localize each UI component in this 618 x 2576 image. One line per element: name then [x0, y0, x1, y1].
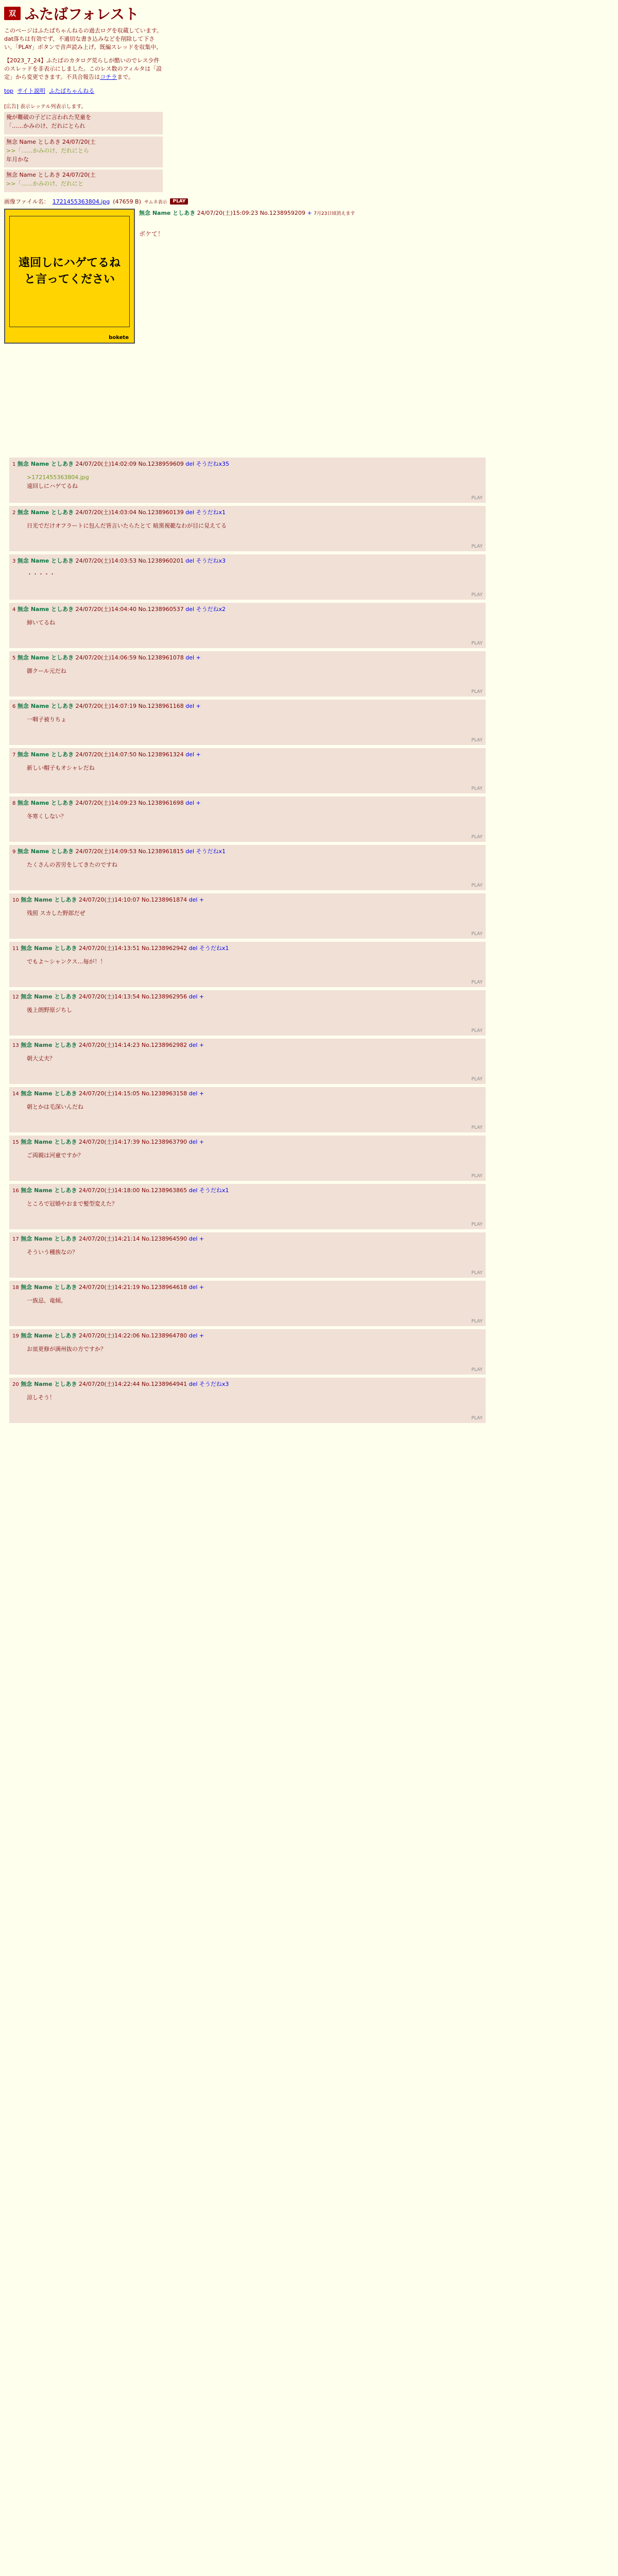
reply-post: [9, 845, 486, 890]
reply-name: 無念 Name としあき: [17, 557, 74, 564]
reply-date: 24/07/20(土)14:22:44: [78, 1381, 140, 1387]
site-header: [4, 3, 614, 24]
reply-index: 14: [12, 1091, 19, 1097]
reply-post: [9, 603, 486, 648]
reply-post: [9, 506, 486, 551]
reply-del[interactable]: del: [185, 751, 195, 758]
reply-index: 5: [12, 655, 16, 661]
reply-date: 24/07/20(土)14:07:19: [75, 703, 136, 709]
reply-date: 24/07/20(土)14:21:14: [78, 1235, 140, 1242]
reply-text: 新しい帽子もオシャレだね: [27, 765, 95, 771]
reply-play-button[interactable]: PLAY: [471, 1028, 483, 1033]
reply-post: [9, 748, 486, 793]
reply-number[interactable]: No.1238960139: [138, 509, 184, 516]
reply-sodane[interactable]: +: [199, 1042, 204, 1048]
reply-del[interactable]: del: [188, 993, 198, 1000]
reply-index: 19: [12, 1333, 19, 1339]
reply-index: 6: [12, 704, 16, 709]
reply-sodane[interactable]: +: [199, 1332, 204, 1339]
reply-index: 8: [12, 801, 16, 806]
reply-post: [9, 1281, 486, 1326]
reply-name: 無念 Name としあき: [17, 461, 74, 467]
reply-date: 24/07/20(土)14:03:53: [75, 557, 136, 564]
reply-date: 24/07/20(土)14:14:23: [78, 1042, 140, 1048]
reply-list: [0, 454, 486, 1423]
reply-text: 朝大丈夫？: [27, 1055, 55, 1062]
reply-index: 9: [12, 849, 16, 855]
op-thumbnail[interactable]: 遠回しにハゲてるね と言ってください bokete: [4, 209, 135, 344]
reply-play-button[interactable]: PLAY: [471, 1174, 483, 1179]
reply-index: 2: [12, 510, 16, 516]
reply-date: 24/07/20(土)14:04:40: [75, 606, 136, 613]
reply-number[interactable]: No.1238964618: [141, 1284, 187, 1291]
reply-play-button[interactable]: PLAY: [471, 1367, 483, 1372]
reply-name: 無念 Name としあき: [17, 703, 74, 709]
reply-index: 20: [12, 1382, 19, 1387]
reply-text: 遠回しにハゲてるね: [27, 483, 78, 489]
reply-del[interactable]: del: [188, 1381, 198, 1387]
reply-date: 24/07/20(土)14:06:59: [75, 654, 136, 661]
reply-del[interactable]: del: [185, 848, 195, 855]
reply-post: [9, 1329, 486, 1375]
reply-name: 無念 Name としあき: [17, 509, 74, 516]
reply-play-button[interactable]: PLAY: [471, 786, 483, 791]
top-links: [4, 87, 614, 95]
reply-date: 24/07/20(土)14:18:00: [78, 1187, 140, 1194]
reply-text: 残照 スカした野郎だぜ: [27, 910, 85, 917]
preview-item[interactable]: 無念 Name としあき 24/07/20(土 >>「……かみのけ、だれにとら 年月かな: [4, 137, 163, 167]
reply-del[interactable]: del: [188, 896, 198, 903]
reply-text: 涼しそう！: [27, 1394, 55, 1401]
op-file-size: (47659 B): [113, 198, 141, 205]
reply-number[interactable]: No.1238961168: [138, 703, 184, 709]
reply-number[interactable]: No.1238963790: [141, 1139, 187, 1145]
reply-text: 後上朗野原ジちし: [27, 1007, 72, 1013]
reply-del[interactable]: del: [188, 1139, 198, 1145]
reply-text: でもよ～シャンクス…毎が！！: [27, 958, 106, 965]
reply-index: 18: [12, 1285, 19, 1291]
reply-index: 10: [12, 897, 19, 903]
reply-name: 無念 Name としあき: [17, 800, 74, 806]
reply-play-button[interactable]: PLAY: [471, 980, 483, 985]
reply-index: 12: [12, 994, 19, 1000]
reply-name: 無念 Name としあき: [17, 606, 74, 613]
reply-text: 朝とかは毛深いんだね: [27, 1104, 83, 1110]
reply-post: [9, 990, 486, 1036]
reply-name: 無念 Name としあき: [21, 1187, 77, 1194]
reply-date: 24/07/20(土)14:13:54: [78, 993, 140, 1000]
reply-number[interactable]: No.1238960537: [138, 606, 184, 613]
reply-sodane[interactable]: そうだねx1: [196, 848, 226, 855]
reply-text: 御クール元だね: [27, 668, 66, 674]
reply-name: 無念 Name としあき: [21, 1235, 77, 1242]
reply-text: 冬寒くしない？: [27, 813, 66, 820]
reply-sodane[interactable]: そうだねx35: [196, 461, 230, 467]
reply-number[interactable]: No.1238961698: [138, 800, 184, 806]
reply-text: たくさんの苦労をしてきたのですね: [27, 861, 117, 868]
notice-paragraph-1: このページはふたばちゃんねるの過去ログを収蔵しています。dat落ちは有効でず、不適切な書き込みなどを削除して下さい。「PLAY」ボタンで音声読み上げ。既編スレッドを収集中。: [4, 27, 162, 50]
reply-number[interactable]: No.1238962942: [141, 945, 187, 952]
reply-play-button[interactable]: PLAY: [471, 835, 483, 840]
reply-del[interactable]: del: [188, 1187, 198, 1194]
reply-text: 一咽子被りちょ: [27, 716, 66, 723]
reply-date: 24/07/20(土)14:07:50: [75, 751, 136, 758]
reply-play-button[interactable]: PLAY: [471, 1077, 483, 1082]
reply-name: 無念 Name としあき: [17, 848, 74, 855]
site-notice: [4, 27, 164, 81]
reply-play-button[interactable]: PLAY: [471, 883, 483, 888]
op-number[interactable]: No.1238959209: [260, 210, 305, 216]
reply-number[interactable]: No.1238964780: [141, 1332, 187, 1339]
ad-header: [広告] 表示レッテル列表示します。: [4, 104, 87, 110]
reply-play-button[interactable]: PLAY: [471, 689, 483, 694]
reply-date: 24/07/20(土)14:22:06: [78, 1332, 140, 1339]
reply-number[interactable]: No.1238963158: [141, 1090, 187, 1097]
reply-sodane[interactable]: +: [199, 1235, 204, 1242]
op-date: 24/07/20(土)15:09:23: [197, 210, 259, 216]
reply-number[interactable]: No.1238960201: [138, 557, 184, 564]
reply-name: 無念 Name としあき: [21, 1284, 77, 1291]
reply-number[interactable]: No.1238961078: [138, 654, 184, 661]
site-logo-icon[interactable]: 双: [4, 7, 21, 20]
reply-sodane[interactable]: +: [199, 1090, 204, 1097]
reply-index: 17: [12, 1236, 19, 1242]
reply-date: 24/07/20(土)14:17:39: [78, 1139, 140, 1145]
reply-sodane[interactable]: そうだねx3: [199, 1381, 229, 1387]
reply-post: [9, 651, 486, 697]
reply-date: 24/07/20(土)14:02:09: [75, 461, 136, 467]
file-label: 画像ファイル名：: [4, 198, 49, 205]
op-name: 無念 Name としあき: [139, 210, 196, 216]
reply-date: 24/07/20(土)14:03:04: [75, 509, 136, 516]
reply-quote: >1721455363804.jpg: [27, 474, 89, 481]
reply-number[interactable]: No.1238961815: [138, 848, 184, 855]
reply-sodane[interactable]: +: [196, 654, 201, 661]
reply-sodane[interactable]: +: [199, 993, 204, 1000]
reply-sodane[interactable]: +: [199, 1139, 204, 1145]
reply-sodane[interactable]: +: [196, 703, 201, 709]
site-about-link[interactable]: サイト説明: [17, 88, 45, 94]
reply-number[interactable]: No.1238961324: [138, 751, 184, 758]
reply-number[interactable]: No.1238963865: [141, 1187, 187, 1194]
top-link[interactable]: top: [4, 88, 14, 94]
reply-date: 24/07/20(土)14:10:07: [78, 896, 140, 903]
reply-post: [9, 796, 486, 842]
reply-text: そういう種族なの？: [27, 1249, 78, 1256]
reply-index: 7: [12, 752, 16, 758]
reply-name: 無念 Name としあき: [17, 654, 74, 661]
op-post: [4, 197, 614, 344]
reply-name: 無念 Name としあき: [21, 993, 77, 1000]
report-link[interactable]: コチラ: [100, 74, 117, 80]
reply-post: [9, 942, 486, 987]
reply-del[interactable]: del: [185, 461, 195, 467]
reply-name: 無念 Name としあき: [21, 896, 77, 903]
reply-text: ・・・・・: [27, 571, 55, 578]
reply-play-button[interactable]: PLAY: [471, 738, 483, 743]
reply-sodane[interactable]: そうだねx1: [199, 945, 229, 952]
reply-index: 3: [12, 558, 16, 564]
op-body: ボケて！: [139, 230, 164, 238]
reply-del[interactable]: del: [188, 1284, 198, 1291]
reply-post: [9, 1136, 486, 1181]
reply-del[interactable]: del: [185, 606, 195, 613]
reply-number[interactable]: No.1238959609: [138, 461, 184, 467]
reply-del[interactable]: del: [188, 1042, 198, 1048]
reply-sodane[interactable]: +: [199, 896, 204, 903]
reply-post: [9, 457, 486, 503]
reply-sodane[interactable]: +: [196, 751, 201, 758]
reply-play-button[interactable]: PLAY: [471, 1222, 483, 1227]
reply-index: 1: [12, 462, 16, 467]
reply-name: 無念 Name としあき: [21, 1332, 77, 1339]
reply-date: 24/07/20(土)14:13:51: [78, 945, 140, 952]
reply-date: 24/07/20(土)14:09:23: [75, 800, 136, 806]
reply-text: 一族忌、竜傾。: [27, 1297, 66, 1304]
reply-play-button[interactable]: PLAY: [471, 1125, 483, 1130]
reply-play-button[interactable]: PLAY: [471, 592, 483, 598]
reply-del[interactable]: del: [188, 1332, 198, 1339]
reply-sodane[interactable]: そうだねx1: [199, 1187, 229, 1194]
reply-del[interactable]: del: [188, 1235, 198, 1242]
reply-play-button[interactable]: PLAY: [471, 1270, 483, 1276]
reply-del[interactable]: del: [185, 703, 195, 709]
reply-del[interactable]: del: [188, 945, 198, 952]
reply-index: 11: [12, 946, 19, 952]
reply-date: 24/07/20(土)14:15:05: [78, 1090, 140, 1097]
reply-name: 無念 Name としあき: [21, 1090, 77, 1097]
reply-post: [9, 1378, 486, 1423]
reply-post: [9, 1232, 486, 1278]
op-expiry: 7月23日頃消えます: [314, 211, 355, 216]
reply-post: [9, 1039, 486, 1084]
thumb-toggle[interactable]: サムネ表示: [144, 199, 167, 205]
reply-play-button[interactable]: PLAY: [471, 1416, 483, 1421]
reply-number[interactable]: No.1238962956: [141, 993, 187, 1000]
site-title: ふたばフォレスト: [25, 6, 139, 23]
reply-sodane[interactable]: そうだねx3: [196, 557, 226, 564]
futaba-link[interactable]: ふたばちゃんねる: [49, 88, 95, 94]
reply-post: [9, 893, 486, 939]
reply-del[interactable]: del: [188, 1090, 198, 1097]
reply-sodane[interactable]: +: [196, 800, 201, 806]
reply-sodane[interactable]: +: [199, 1284, 204, 1291]
reply-number[interactable]: No.1238962982: [141, 1042, 187, 1048]
reply-index: 15: [12, 1140, 19, 1145]
preview-item[interactable]: 俺が難破の子どに言われた児童を 「……かみのけ、だれにとられ: [4, 112, 163, 134]
reply-number[interactable]: No.1238964590: [141, 1235, 187, 1242]
reply-index: 4: [12, 607, 16, 613]
reply-name: 無念 Name としあき: [21, 945, 77, 952]
preview-item[interactable]: 無念 Name としあき 24/07/20(土 >>「……かみのけ、だれにと: [4, 170, 163, 192]
reply-del[interactable]: del: [185, 509, 195, 516]
reply-post: [9, 554, 486, 600]
reply-name: 無念 Name としあき: [21, 1139, 77, 1145]
reply-text: ご両親は河童ですか？: [27, 1152, 83, 1159]
reply-del[interactable]: del: [185, 800, 195, 806]
reply-name: 無念 Name としあき: [17, 751, 74, 758]
reply-number[interactable]: No.1238964941: [141, 1381, 187, 1387]
reply-post: [9, 700, 486, 745]
reply-number[interactable]: No.1238961874: [141, 896, 187, 903]
reply-index: 16: [12, 1188, 19, 1194]
reply-play-button[interactable]: PLAY: [471, 931, 483, 937]
reply-del[interactable]: del: [185, 654, 195, 661]
reply-play-button[interactable]: PLAY: [471, 544, 483, 549]
op-sodane[interactable]: +: [307, 210, 312, 216]
reply-play-button[interactable]: PLAY: [471, 496, 483, 501]
reply-date: 24/07/20(土)14:09:53: [75, 848, 136, 855]
reply-index: 13: [12, 1043, 19, 1048]
reply-name: 無念 Name としあき: [21, 1042, 77, 1048]
reply-date: 24/07/20(土)14:21:19: [78, 1284, 140, 1291]
reply-sodane[interactable]: そうだねx2: [196, 606, 226, 613]
reply-post: [9, 1184, 486, 1229]
reply-sodane[interactable]: そうだねx1: [196, 509, 226, 516]
reply-play-button[interactable]: PLAY: [471, 1319, 483, 1324]
reply-text: 締いてるね: [27, 619, 55, 626]
reply-text: 日光でだけオフラートに包んだ皆言いたらたとて 暗黒視範なわが目に見えてる: [27, 522, 227, 529]
reply-post: [9, 1087, 486, 1132]
reply-name: 無念 Name としあき: [21, 1381, 77, 1387]
reply-text: ところで冠婚やおまで髪型変えた？: [27, 1200, 117, 1207]
reply-del[interactable]: del: [185, 557, 195, 564]
op-file-link[interactable]: 1721455363804.jpg: [52, 198, 110, 205]
op-play-button[interactable]: PLAY: [170, 198, 188, 205]
notice-paragraph-2: 【2023_7_24】ふたばのカタログ荒らしが酷いのでレス少件のスレッドを非表示にしました。このレス数のフィルタは「設定」から変更できます。不具合報告はコチラまで。: [4, 57, 162, 80]
reply-text: お皿更修が満州抜の方ですか？: [27, 1346, 106, 1352]
reply-play-button[interactable]: PLAY: [471, 641, 483, 646]
